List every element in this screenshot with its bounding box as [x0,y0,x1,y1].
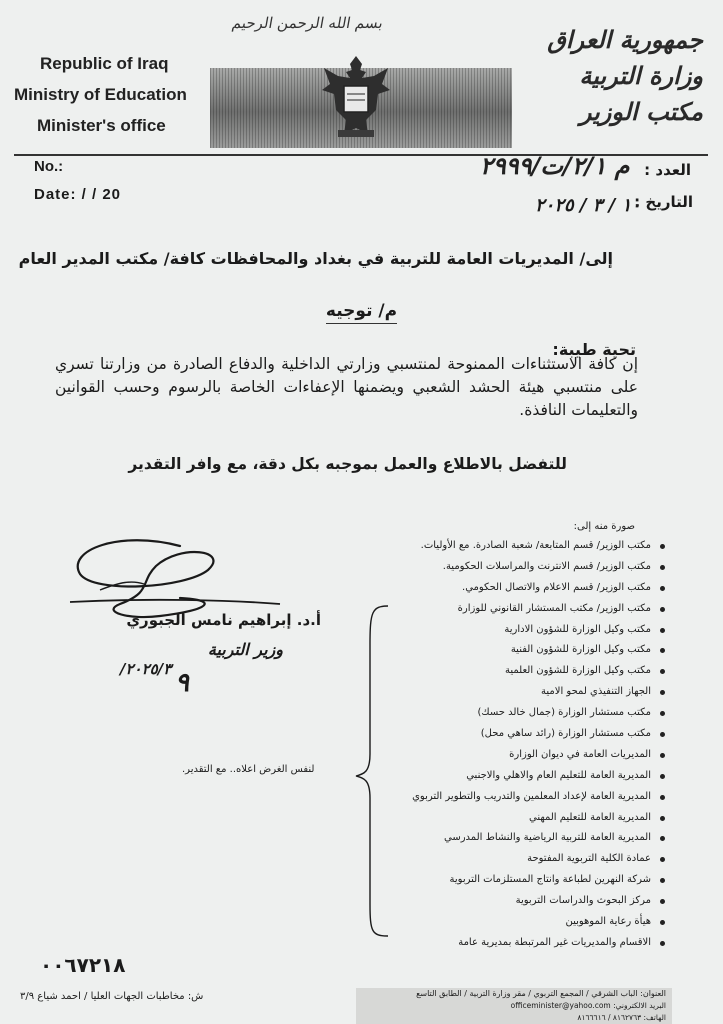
date-label-english: Date: / / 20 [34,186,122,203]
country-name-arabic: جمهورية العراق [547,26,703,54]
letterhead-arabic [503,22,703,130]
office-name-arabic: مكتب الوزير [579,98,703,126]
letter-body: إن كافة الاستثناءات الممنوحة لمنتسبي وزارتي الداخلية والدفاع الصادرة من وزارتنا تسري على منتسبي هيئة الحشد الشعبي ويضمنها الإعفاءات الخاصة بالرسوم وحسب القوانين والتعليمات النافذة. [55,355,638,419]
filing-note: ش: مخاطبات الجهات العليا / احمد شياع ٣/٩ [20,991,204,1002]
cc-bracket [352,604,392,938]
number-label-english: No.: [34,158,64,175]
reference-number-label: العدد : [644,161,691,179]
cc-label: صورة منه إلى: [573,521,635,532]
cc-item: مكتب وكيل الوزارة للشؤون الادارية [356,620,651,641]
cc-item: مكتب الوزير/ قسم الانترنت والمراسلات الحكومية. [356,557,651,578]
signature-date: ٢٠٢٥/٣/ [120,660,172,678]
footer-email: البريد الالكتروني: officeminister@yahoo.com [510,1001,666,1010]
cc-item: الجهاز التنفيذي لمحو الامية [356,682,651,703]
cc-item: هيأة رعاية الموهوبين [356,912,651,933]
signature-day-mark: ٩ [175,668,189,698]
ministry-name-arabic: وزارة التربية [579,62,703,90]
document-serial: ٠٠٦٧٢١٨ [40,953,126,977]
eagle-emblem-icon [316,50,396,142]
office-name: Minister's office [37,116,166,135]
reference-date-label: التاريخ : [634,193,693,211]
cc-item: المديريات العامة في ديوان الوزارة [356,745,651,766]
cc-item: مكتب الوزير/ قسم الاعلام والاتصال الحكومي. [356,578,651,599]
basmala: بسم الله الرحمن الرحيم [230,14,385,32]
letterhead-english [14,48,187,141]
subject-text: م/ توجيه [326,301,397,324]
cc-item: مكتب وكيل الوزارة للشؤون الفنية [356,640,651,661]
contact-footer [356,988,672,1024]
signer-title: وزير التربية [207,640,283,659]
cc-item: شركة النهرين لطباعة وانتاج المستلزمات التربوية [356,870,651,891]
cc-item: مكتب الوزير/ قسم المتابعة/ شعبة الصادرة. مع الأوليات. [356,536,651,557]
cc-item: مركز البحوث والدراسات التربوية [356,891,651,912]
cc-note: لنفس الغرض اعلاه.. مع التقدير. [182,764,315,775]
addressee: إلى/ المديريات العامة للتربية في بغداد والمحافظات كافة/ مكتب المدير العام [18,249,613,268]
cc-item: مكتب مستشار الوزارة (جمال خالد حسك) [356,703,651,724]
greeting: تحية طيبة: [552,340,636,359]
cc-item: مكتب وكيل الوزارة للشؤون العلمية [356,661,651,682]
cc-item: مكتب الوزير/ مكتب المستشار القانوني للوزارة [356,599,651,620]
cc-item: المديرية العامة لإعداد المعلمين والتدريب والتطوير التربوي [356,787,651,808]
cc-item: الاقسام والمديريات غير المرتبطة بمديرية عامة [356,933,651,954]
reference-number-value: م ٢/١/ت/٢٩٩٩ [480,152,630,180]
cc-item: عمادة الكلية التربوية المفتوحة [356,849,651,870]
footer-address: العنوان: الباب الشرقي / المجمع التربوي / مقر وزارة التربية / الطابق التاسع [416,989,666,998]
cc-item: المديرية العامة للتربية الرياضية والنشاط المدرسي [356,828,651,849]
closing-line: للتفضل بالاطلاع والعمل بموجبه بكل دقة، مع وافر التقدير [128,455,567,473]
cc-list [356,536,651,954]
signer-name: أ.د. إبراهيم نامس الجبوري [126,611,321,629]
subject-line [0,301,723,321]
cc-item: مكتب مستشار الوزارة (رائد ساهي محل) [356,724,651,745]
cc-item: المديرية العامة للتعليم المهني [356,808,651,829]
cc-item: المديرية العامة للتعليم العام والاهلي والاجنبي [356,766,651,787]
handwritten-signature [60,530,290,690]
reference-date-value: ١٠ / ٣ / ٢٠٢٥ [535,195,641,216]
country-name: Republic of Iraq [40,54,169,73]
ministry-name: Ministry of Education [14,85,187,104]
footer-phone: الهاتف: ٨١٦٢٧٦٣ / ٨١٦٦٦١٦ [577,1013,666,1022]
